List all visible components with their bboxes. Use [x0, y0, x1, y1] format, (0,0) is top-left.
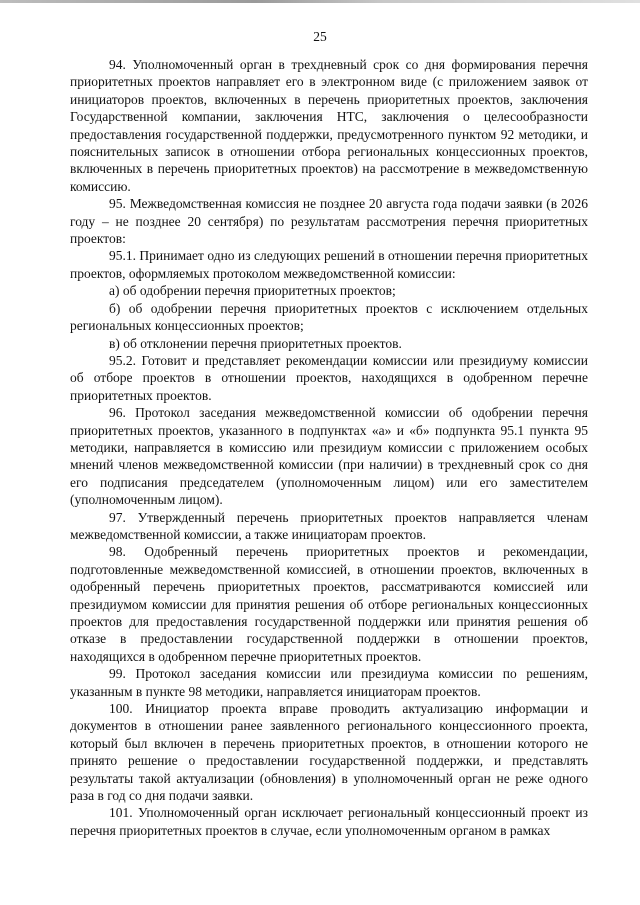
top-rule: [0, 0, 640, 3]
paragraph-95: 95. Межведомственная комиссия не позднее 20 августа года подачи заявки (в 2026 году – не позднее 20 сентября) по результатам рассмотрения перечня приоритетных проектов:: [70, 196, 588, 247]
paragraph-94: 94. Уполномоченный орган в трехдневный срок со дня формирования перечня приоритетных проектов направляет его в электронном виде (с приложением заявок от инициаторов проектов, включенных в перечень приоритетных проектов, заключения Государственной компании, заключения НТС, заключения о целесообразности предоставления государственной поддержки, предусмотренного пунктом 92 методики, и пояснительных записок в отношении отбора региональных концессионных проектов, включенных в перечень приоритетных проектов) на рассмотрение в межведомственную комиссию.: [70, 57, 588, 194]
paragraph-99: 99. Протокол заседания комиссии или президиума комиссии по решениям, указанным в пункте 98 методики, направляется инициаторам проектов.: [70, 666, 588, 699]
paragraph-95-1: 95.1. Принимает одно из следующих решений в отношении перечня приоритетных проектов, оформляемых протоколом межведомственной комиссии:: [70, 248, 588, 281]
paragraph-100: 100. Инициатор проекта вправе проводить актуализацию информации и документов в отношении ранее заявленного регионального концессионного проекта, который был включен в перечень приоритетных проектов, в отношении которого не принято решение о предоставлении государственной поддержки, и представлять результаты такой актуализации (обновления) в уполномоченный орган не реже одного раза в год со дня подачи заявки.: [70, 701, 588, 804]
document-body: [70, 56, 588, 839]
paragraph-96: 96. Протокол заседания межведомственной комиссии об одобрении перечня приоритетных проектов, указанного в подпунктах «а» и «б» подпункта 95.1 пункта 95 методики, направляется в комиссию или президиум комиссии с приложением особых мнений членов межведомственной комиссии (при наличии) в трехдневный срок со дня его подписания председателем (уполномоченным лицом) или его заместителем (уполномоченным лицом).: [70, 405, 588, 508]
paragraph-101: 101. Уполномоченный орган исключает региональный концессионный проект из перечня приоритетных проектов в случае, если уполномоченным органом в рамках: [70, 805, 588, 838]
paragraph-95-2: 95.2. Готовит и представляет рекомендации комиссии или президиуму комиссии об отборе проектов в отношении проектов, находящихся в одобренном перечне приоритетных проектов.: [70, 352, 588, 403]
paragraph-97: 97. Утвержденный перечень приоритетных проектов направляется членам межведомственной комиссии, а также инициаторам проектов.: [70, 509, 588, 542]
paragraph-95-1-a: а) об одобрении перечня приоритетных проектов;: [109, 283, 396, 299]
paragraph-95-1-b: б) об одобрении перечня приоритетных проектов с исключением отдельных региональных концессионных проектов;: [70, 300, 588, 334]
paragraph-95-1-v: в) об отклонении перечня приоритетных проектов.: [109, 335, 402, 351]
page-number: 25: [313, 29, 327, 44]
paragraph-98: 98. Одобренный перечень приоритетных проектов и рекомендации, подготовленные межведомственной комиссией, в отношении проектов, включенных в одобренный перечень приоритетных проектов, рассматриваются комиссией или президиумом комиссии для принятия решения об отборе региональных концессионных проектов для предоставления государственной поддержки или принятия решения об отказе в предоставлении государственной поддержки в отношении проектов, находящихся в одобренном перечне приоритетных проектов.: [70, 544, 588, 664]
